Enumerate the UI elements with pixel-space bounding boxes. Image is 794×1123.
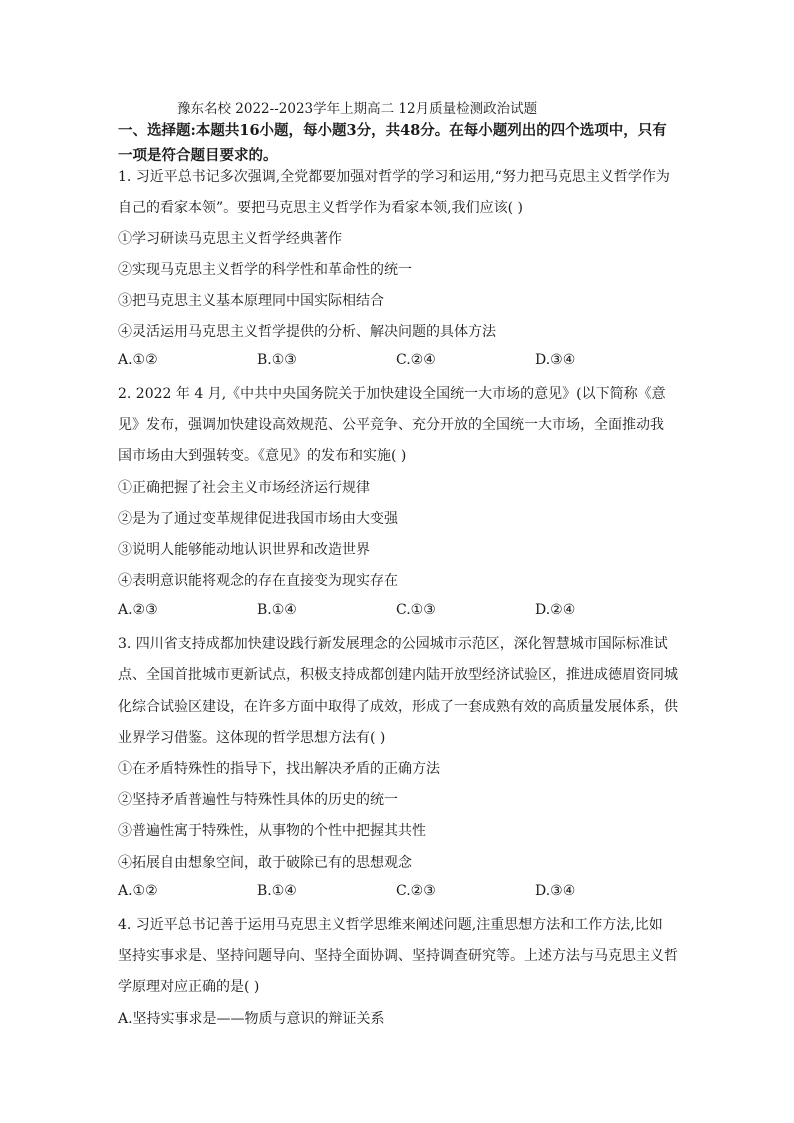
q3-stem-line-1: 3. 四川省支持成都加快建设践行新发展理念的公园城市示范区，深化智慧城市国际标准试 bbox=[118, 636, 668, 652]
q1-statement-4: ④灵活运用马克思主义哲学提供的分析、解决问题的具体方法 bbox=[118, 324, 496, 340]
q1-option-d: D.③④ bbox=[535, 352, 576, 368]
q2-stem-line-1: 2. 2022 年 4 月,《中共中央国务院关于加快建设全国统一大市场的意见》(以下简称《意 bbox=[118, 386, 666, 402]
q2-statement-4: ④表明意识能将观念的存在直接变为现实存在 bbox=[118, 573, 398, 589]
section-heading: 一、选择题:本题共16小题，每小题3分，共48分。在每小题列出的四个选项中，只有一项是符合题目要求的。 bbox=[118, 122, 667, 164]
q2-stem-line-3: 国市场由大到强转变。《意见》的发布和实施( ) bbox=[118, 448, 407, 464]
q3-statement-2: ②坚持矛盾普遍性与特殊性具体的历史的统一 bbox=[118, 792, 398, 808]
q3-statement-3: ③普遍性寓于特殊性，从事物的个性中把握其共性 bbox=[118, 823, 426, 839]
exam-title: 豫东名校 2022--2023学年上期高二 12月质量检测政治试题 bbox=[177, 101, 538, 117]
q1-statement-3: ③把马克思主义基本原理同中国实际相结合 bbox=[118, 293, 384, 309]
q2-statement-1: ①正确把握了社会主义市场经济运行规律 bbox=[118, 480, 370, 496]
q2-option-d: D.②④ bbox=[535, 602, 576, 618]
q1-stem-line-2: 自己的看家本领”。要把马克思主义哲学作为看家本领,我们应该( ) bbox=[118, 200, 523, 216]
q2-statement-2: ②是为了通过变革规律促进我国市场由大变强 bbox=[118, 511, 398, 527]
q3-option-c: C.②③ bbox=[396, 883, 436, 899]
q1-statement-2: ②实现马克思主义哲学的科学性和革命性的统一 bbox=[118, 262, 412, 278]
q4-stem-line-2: 坚持实事求是、坚持问题导向、坚持全面协调、坚持调查研究等。上述方法与马克思主义哲 bbox=[118, 948, 678, 964]
q4-stem-line-3: 学原理对应正确的是( ) bbox=[118, 979, 260, 995]
q2-statement-3: ③说明人能够能动地认识世界和改造世界 bbox=[118, 542, 370, 558]
q3-option-b: B.①④ bbox=[257, 883, 297, 899]
q2-option-b: B.①④ bbox=[257, 602, 297, 618]
q3-option-a: A.①② bbox=[118, 883, 158, 899]
q3-statement-4: ④拓展自由想象空间，敢于破除已有的思想观念 bbox=[118, 855, 412, 871]
q3-option-d: D.③④ bbox=[535, 883, 576, 899]
q2-option-a: A.②③ bbox=[118, 602, 158, 618]
q1-option-a: A.①② bbox=[118, 352, 158, 368]
q1-option-c: C.②④ bbox=[396, 352, 436, 368]
q1-statement-1: ①学习研读马克思主义哲学经典著作 bbox=[118, 231, 342, 247]
q1-option-b: B.①③ bbox=[257, 352, 297, 368]
q3-stem-line-4: 业界学习借鉴。这体现的哲学思想方法有( ) bbox=[118, 730, 386, 746]
q2-stem-line-2: 见》发布，强调加快建设高效规范、公平竞争、充分开放的全国统一大市场，全面推动我 bbox=[118, 417, 664, 433]
q4-stem-line-1: 4. 习近平总书记善于运用马克思主义哲学思维来阐述问题,注重思想方法和工作方法,比如 bbox=[118, 917, 663, 933]
q4-option-a: A.坚持实事求是——物质与意识的辩证关系 bbox=[118, 1011, 385, 1027]
q2-option-c: C.①③ bbox=[396, 602, 436, 618]
q3-stem-line-2: 点、全国首批城市更新试点，积极支持成都创建内陆开放型经济试验区，推进成德眉资同城 bbox=[118, 667, 678, 683]
q3-statement-1: ①在矛盾特殊性的指导下，找出解决矛盾的正确方法 bbox=[118, 761, 440, 777]
q3-stem-line-3: 化综合试验区建设，在许多方面中取得了成效，形成了一套成熟有效的高质量发展体系，供 bbox=[118, 699, 678, 715]
q1-stem-line-1: 1. 习近平总书记多次强调,全党都要加强对哲学的学习和运用,“努力把马克思主义哲学作为 bbox=[118, 169, 670, 185]
